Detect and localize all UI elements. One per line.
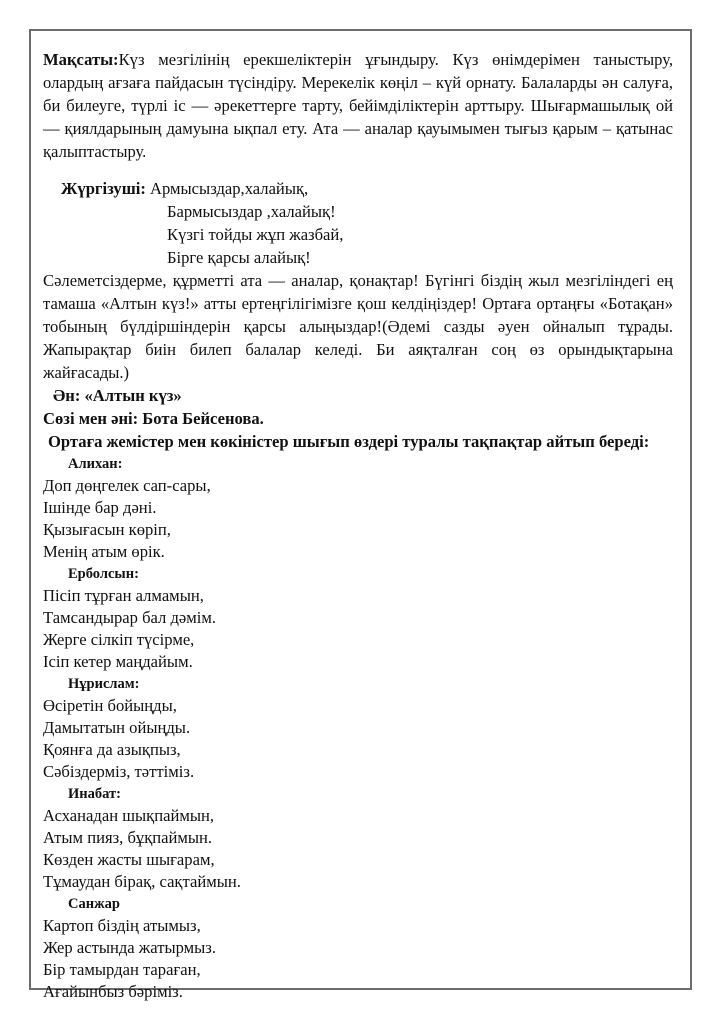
- poem-line: Тұмаудан бірақ, сақтаймын.: [43, 872, 241, 891]
- host-verse-line: Күзгі тойды жұп жазбай,: [167, 225, 344, 244]
- poem-block: [43, 673, 673, 783]
- host-verse-line: Бармысыздар ,халайық!: [167, 202, 336, 221]
- host-first-line: [43, 177, 673, 200]
- host-label: Жүргізуші:: [61, 179, 146, 198]
- speaker-name: Алихан:: [68, 456, 123, 472]
- host-verse-line: Бірге қарсы алайық!: [167, 248, 311, 267]
- speaker-name: Ерболсын:: [68, 566, 139, 582]
- document-body: [43, 48, 673, 1003]
- poem-line: Дамытатын ойыңды.: [43, 718, 191, 737]
- poem-block: [43, 453, 673, 563]
- song-author: Сөзі мен әні: Бота Бейсенова.: [43, 409, 264, 428]
- poem-line: Пісіп тұрған алмамын,: [43, 586, 204, 605]
- speaker-name: Нұрислам:: [68, 676, 140, 692]
- poem-line: Жер астында жатырмыз.: [43, 938, 217, 957]
- instruction-text: Ортаға жемістер мен көкіністер шығып өздері туралы тақпақтар айтып береді:: [48, 432, 650, 451]
- poem-line: Атым пияз, бұқпаймын.: [43, 828, 213, 847]
- poem-line: Картоп біздің атымыз,: [43, 916, 201, 935]
- poem-line: Менің атым өрік.: [43, 542, 165, 561]
- poem-line: Тамсандырар бал дәмім.: [43, 608, 217, 627]
- poem-line: Өсіретін бойыңды,: [43, 696, 177, 715]
- poem-line: Доп дөңгелек сап-сары,: [43, 476, 211, 495]
- poem-line: Асханадан шықпаймын,: [43, 806, 215, 825]
- host-verse: [43, 177, 673, 269]
- greeting-paragraph: Сәлеметсіздерме, құрметті ата — аналар, қонақтар! Бүгінгі біздің жыл мезгіліндегі ең тамаша «Алтын күз!» атты ертеңгілігімізге қош келдіңіздер! Ортаға ортаңғы «Ботақан» тобының бүлдіршіндерін қарсы алыңыздар!(Әдемі сазды әуен ойналып тұрады. Жапырақтар биін билеп балалар келеді. Би аяқталған соң өз орындықтарына жайғасады.): [43, 271, 673, 382]
- poem-line: Ісіп кетер маңдайым.: [43, 652, 193, 671]
- poem-line: Ағайынбыз бәріміз.: [43, 982, 183, 1001]
- poem-block: [43, 783, 673, 893]
- host-verse-line: Армысыздар,халайық,: [150, 179, 309, 198]
- speaker-name: Инабат:: [68, 786, 121, 802]
- song-title: Ән: «Алтын күз»: [53, 386, 182, 405]
- poem-line: Көзден жасты шығарам,: [43, 850, 215, 869]
- poem-line: Ішінде бар дәні.: [43, 498, 157, 517]
- poem-line: Қоянға да азықпыз,: [43, 740, 181, 759]
- poem-line: Бір тамырдан тараған,: [43, 960, 201, 979]
- poem-block: [43, 563, 673, 673]
- speaker-name: Санжар: [68, 896, 120, 912]
- purpose-text: Күз мезгілінің ерекшеліктерін ұғындыру. Күз өнімдерімен таныстыру, олардың ағзаға пайдасын түсіндіру. Мерекелік көңіл – күй орнату. Балаларды ән салуға, би билеуге, түрлі іс — әрекеттерге тарту, бейімділіктерін арттыру. Шығармашылық ой — қиялдарының дамуына ықпал ету. Ата — аналар қауымымен тығыз қарым – қатынас қалыптастыру.: [43, 50, 673, 161]
- poem-line: Сәбіздерміз, тәттіміз.: [43, 762, 195, 781]
- purpose-paragraph: [43, 48, 673, 163]
- poem-block: [43, 893, 673, 1003]
- poem-line: Қызығасын көріп,: [43, 520, 171, 539]
- poem-line: Жерге сілкіп түсірме,: [43, 630, 195, 649]
- purpose-label: Мақсаты:: [43, 50, 119, 69]
